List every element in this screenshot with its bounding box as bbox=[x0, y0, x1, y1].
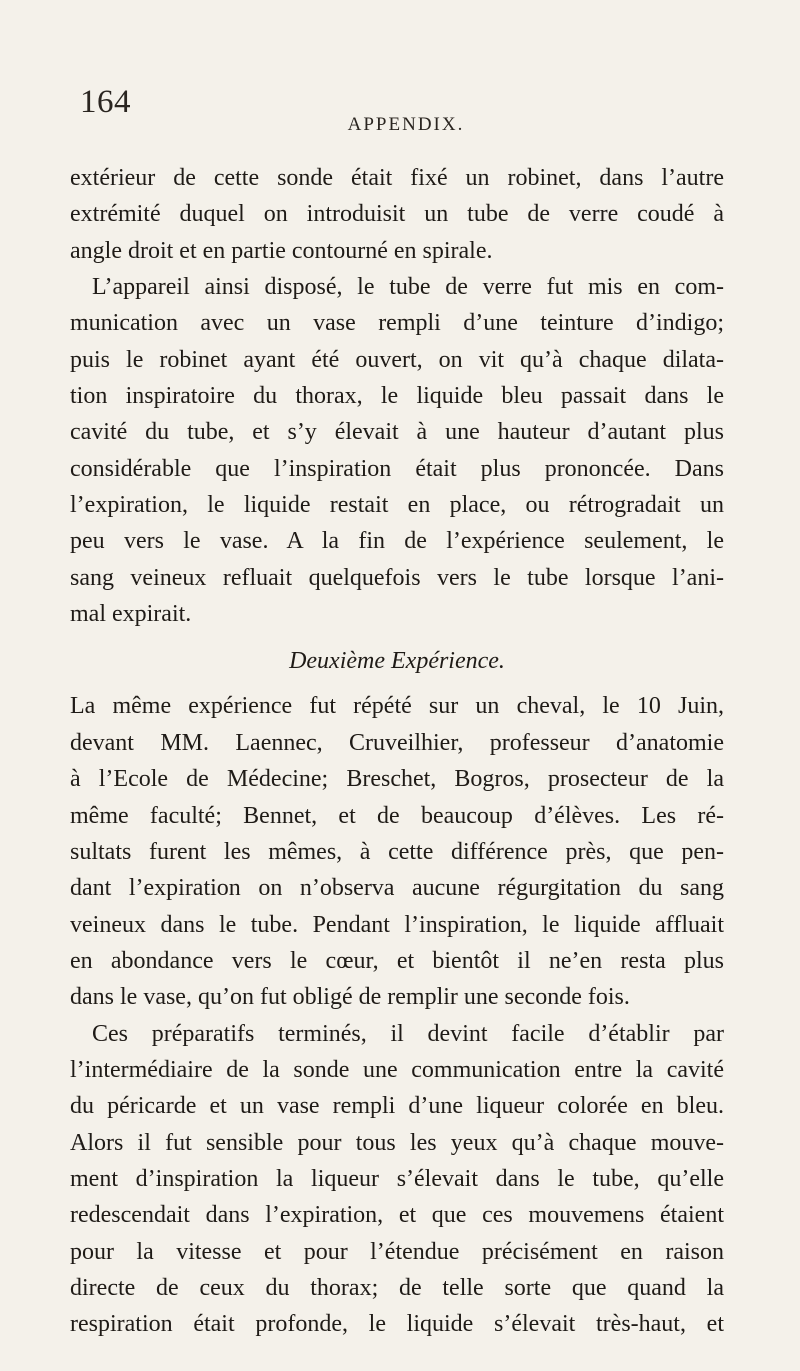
text-line: Alors il fut sensible pour tous les yeux qu’à chaque mouve- bbox=[70, 1129, 724, 1156]
text-line: sultats furent les mêmes, à cette différence près, que pen- bbox=[70, 838, 724, 865]
text-line: sang veineux refluait quelquefois vers le tube lorsque l’ani- bbox=[70, 564, 724, 591]
paragraph-3 bbox=[70, 688, 724, 1015]
text-line: peu vers le vase. A la fin de l’expérience seulement, le bbox=[70, 528, 724, 555]
text-line: ment d’inspiration la liqueur s’élevait dans le tube, qu’elle bbox=[70, 1165, 724, 1192]
page-body bbox=[70, 160, 724, 1343]
text-line: tion inspiratoire du thorax, le liquide bleu passait dans le bbox=[70, 383, 724, 410]
section-heading: Deuxième Expérience. bbox=[289, 648, 505, 675]
text-line: L’appareil ainsi disposé, le tube de verre fut mis en com- bbox=[92, 274, 724, 301]
text-line: en abondance vers le cœur, et bientôt il ne’en resta plus bbox=[70, 947, 724, 974]
text-line: directe de ceux du thorax; de telle sorte que quand la bbox=[70, 1274, 724, 1301]
paragraph-4 bbox=[70, 1016, 724, 1343]
text-line: La même expérience fut répété sur un cheval, le 10 Juin, bbox=[70, 693, 724, 720]
text-line: extrémité duquel on introduisit un tube de verre coudé à bbox=[70, 201, 724, 228]
text-line: du péricarde et un vase rempli d’une liqueur colorée en bleu. bbox=[70, 1093, 724, 1120]
text-line: à l’Ecole de Médecine; Breschet, Bogros, prosecteur de la bbox=[70, 766, 724, 793]
text-line: devant MM. Laennec, Cruveilhier, professeur d’anatomie bbox=[70, 729, 724, 756]
paragraph-1 bbox=[70, 160, 724, 269]
text-line: dans le vase, qu’on fut obligé de remplir une seconde fois. bbox=[70, 984, 630, 1011]
paragraph-2 bbox=[70, 269, 724, 632]
text-line: considérable que l’inspiration était plus prononcée. Dans bbox=[70, 455, 724, 482]
page-number: 164 bbox=[80, 84, 131, 120]
text-line: munication avec un vase rempli d’une teinture d’indigo; bbox=[70, 310, 724, 337]
text-line: l’expiration, le liquide restait en place, ou rétrogradait un bbox=[70, 492, 724, 519]
text-line: cavité du tube, et s’y élevait à une hauteur d’autant plus bbox=[70, 419, 724, 446]
text-line: angle droit et en partie contourné en spirale. bbox=[70, 237, 493, 264]
text-line: mal expirait. bbox=[70, 601, 192, 628]
text-line: dant l’expiration on n’observa aucune régurgitation du sang bbox=[70, 875, 724, 902]
text-line: l’intermédiaire de la sonde une communication entre la cavité bbox=[70, 1056, 724, 1083]
text-line: redescendait dans l’expiration, et que ces mouvemens étaient bbox=[70, 1202, 724, 1229]
text-line: Ces préparatifs terminés, il devint facile d’établir par bbox=[92, 1020, 724, 1047]
text-line: respiration était profonde, le liquide s’élevait très-haut, et bbox=[70, 1311, 724, 1338]
running-head: APPENDIX. bbox=[347, 114, 465, 135]
text-line: pour la vitesse et pour l’étendue précisément en raison bbox=[70, 1238, 724, 1265]
text-line: veineux dans le tube. Pendant l’inspiration, le liquide affluait bbox=[70, 911, 724, 938]
text-line: même faculté; Bennet, et de beaucoup d’élèves. Les ré- bbox=[70, 802, 724, 829]
text-line: extérieur de cette sonde était fixé un robinet, dans l’autre bbox=[70, 165, 724, 191]
text-line: puis le robinet ayant été ouvert, on vit qu’à chaque dilata- bbox=[70, 346, 724, 373]
